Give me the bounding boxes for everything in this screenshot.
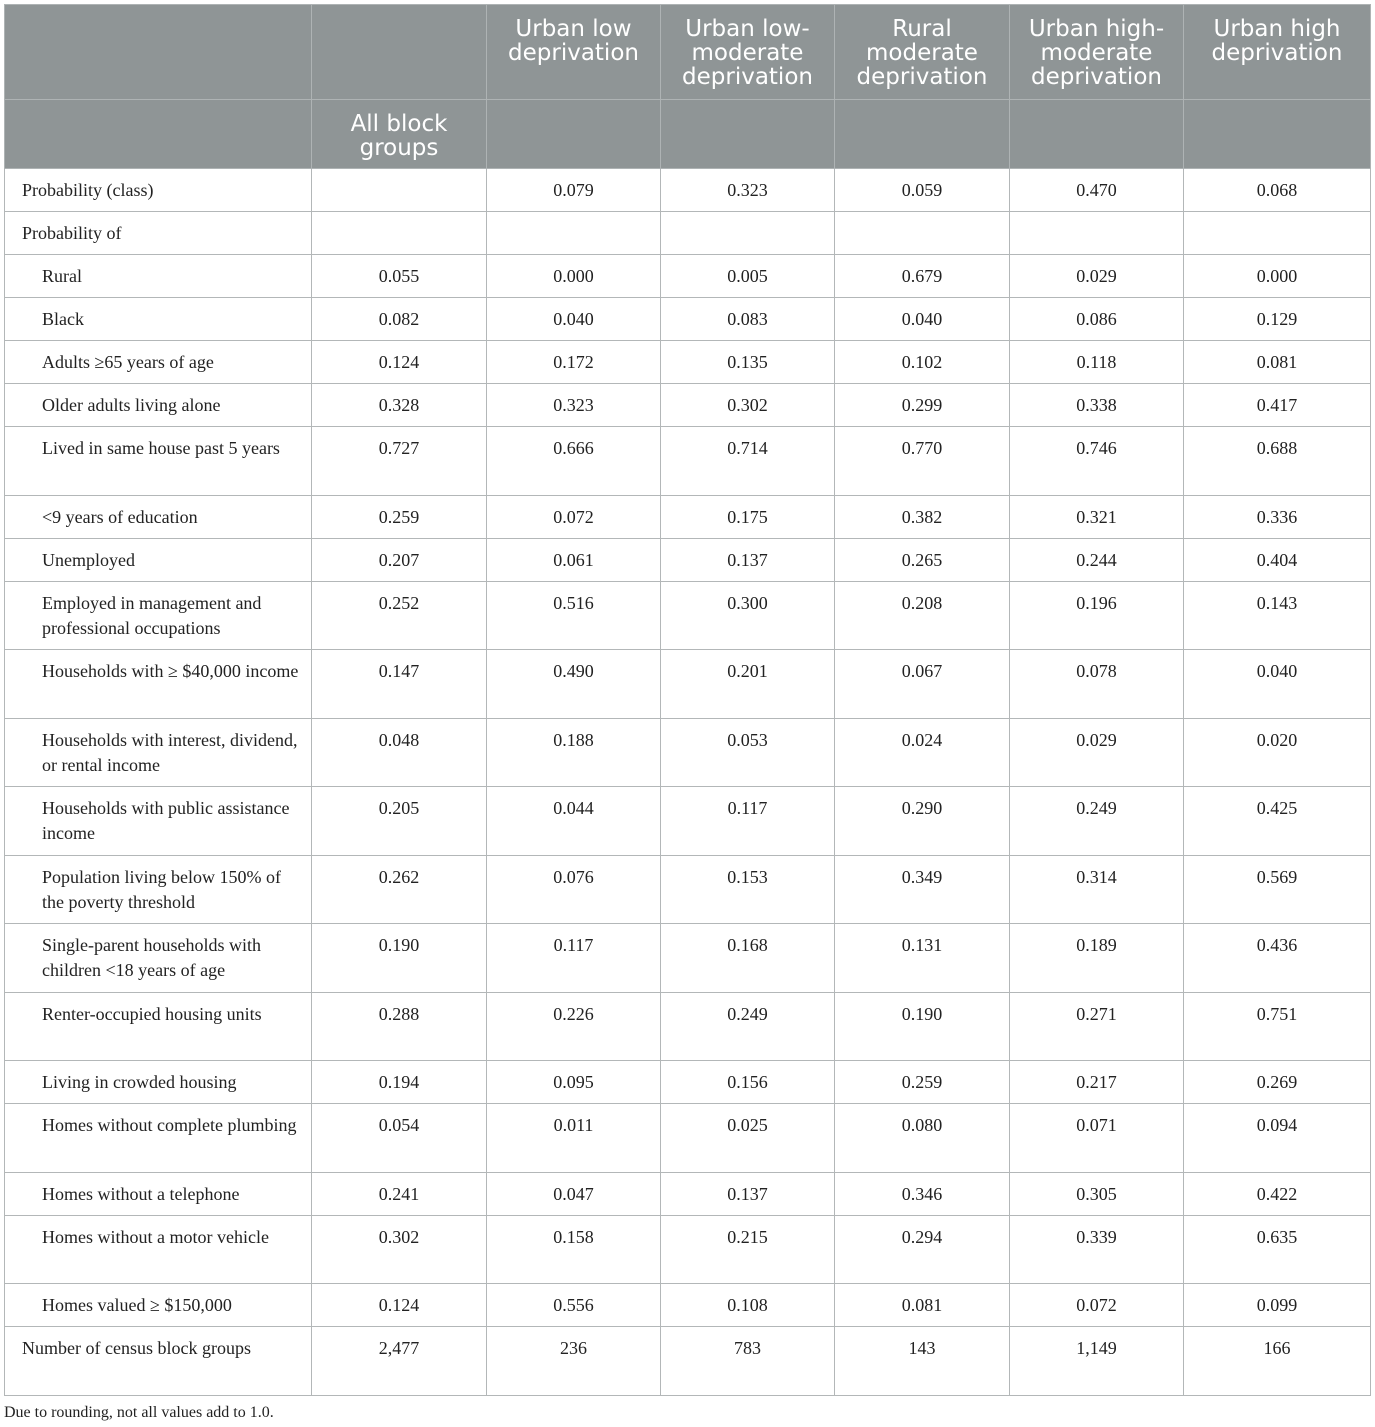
header-cell-all-block-groups: All block groups xyxy=(312,100,487,169)
table-cell: 0.188 xyxy=(487,718,661,787)
table-cell: 0.569 xyxy=(1184,855,1371,924)
table-cell: 0.490 xyxy=(487,650,661,719)
table-cell: 0.194 xyxy=(312,1061,487,1104)
table-cell: 0.005 xyxy=(661,255,835,298)
row-label: Black xyxy=(5,298,312,341)
table-cell: 0.000 xyxy=(1184,255,1371,298)
table-cell: 0.081 xyxy=(835,1284,1010,1327)
row-label: Homes without complete plumbing xyxy=(5,1104,312,1173)
table-row xyxy=(5,384,1371,427)
table-cell: 0.172 xyxy=(487,341,661,384)
table-cell: 0.470 xyxy=(1010,169,1184,212)
table-cell: 0.072 xyxy=(487,495,661,538)
table-cell: 0.382 xyxy=(835,495,1010,538)
row-label: Renter-occupied housing units xyxy=(5,992,312,1061)
table-cell xyxy=(312,212,487,255)
table-cell: 0.215 xyxy=(661,1215,835,1284)
table-row xyxy=(5,495,1371,538)
header-cell-urban-low: Urban low deprivation xyxy=(487,5,661,100)
table-cell xyxy=(487,212,661,255)
table-row xyxy=(5,1215,1371,1284)
table-cell: 0.417 xyxy=(1184,384,1371,427)
table-cell: 0.124 xyxy=(312,1284,487,1327)
table-cell: 0.302 xyxy=(661,384,835,427)
table-cell: 0.153 xyxy=(661,855,835,924)
table-cell: 0.336 xyxy=(1184,495,1371,538)
table-cell: 0.168 xyxy=(661,924,835,993)
table-cell: 0.241 xyxy=(312,1172,487,1215)
table-cell: 0.095 xyxy=(487,1061,661,1104)
table-cell: 0.259 xyxy=(835,1061,1010,1104)
table-cell: 0.436 xyxy=(1184,924,1371,993)
row-label: Number of census block groups xyxy=(5,1327,312,1396)
table-cell: 0.137 xyxy=(661,538,835,581)
table-cell: 0.249 xyxy=(661,992,835,1061)
table-row xyxy=(5,298,1371,341)
table-cell: 2,477 xyxy=(312,1327,487,1396)
table-cell: 0.422 xyxy=(1184,1172,1371,1215)
header-cell-label-2 xyxy=(5,100,312,169)
row-label: Probability (class) xyxy=(5,169,312,212)
table-cell: 236 xyxy=(487,1327,661,1396)
table-cell: 0.751 xyxy=(1184,992,1371,1061)
data-table xyxy=(4,4,1371,1396)
table-cell: 0.029 xyxy=(1010,718,1184,787)
row-label: Households with interest, dividend, or rental income xyxy=(5,718,312,787)
table-cell: 0.040 xyxy=(1184,650,1371,719)
row-label: <9 years of education xyxy=(5,495,312,538)
header-cell-empty-4 xyxy=(835,100,1010,169)
table-cell: 0.346 xyxy=(835,1172,1010,1215)
table-cell: 0.131 xyxy=(835,924,1010,993)
table-cell: 0.078 xyxy=(1010,650,1184,719)
table-cell: 0.059 xyxy=(835,169,1010,212)
table-cell: 0.635 xyxy=(1184,1215,1371,1284)
table-cell: 0.175 xyxy=(661,495,835,538)
table-cell: 0.300 xyxy=(661,581,835,650)
table-row xyxy=(5,169,1371,212)
table-cell: 0.086 xyxy=(1010,298,1184,341)
table-cell: 0.011 xyxy=(487,1104,661,1173)
row-label: Unemployed xyxy=(5,538,312,581)
table-cell: 0.143 xyxy=(1184,581,1371,650)
table-cell: 0.020 xyxy=(1184,718,1371,787)
table-cell: 0.302 xyxy=(312,1215,487,1284)
table-cell: 0.040 xyxy=(487,298,661,341)
table-cell: 0.068 xyxy=(1184,169,1371,212)
table-cell: 0.201 xyxy=(661,650,835,719)
table-cell: 0.727 xyxy=(312,427,487,496)
table-cell: 0.102 xyxy=(835,341,1010,384)
table-cell: 0.061 xyxy=(487,538,661,581)
table-cell: 0.117 xyxy=(487,924,661,993)
table-cell: 0.249 xyxy=(1010,787,1184,856)
table-row xyxy=(5,538,1371,581)
row-label: Homes without a motor vehicle xyxy=(5,1215,312,1284)
row-label: Probability of xyxy=(5,212,312,255)
table-cell: 0.288 xyxy=(312,992,487,1061)
table-cell: 0.666 xyxy=(487,427,661,496)
row-label: Households with public assistance income xyxy=(5,787,312,856)
table-cell: 783 xyxy=(661,1327,835,1396)
table-cell: 0.054 xyxy=(312,1104,487,1173)
table-cell: 0.338 xyxy=(1010,384,1184,427)
table-cell: 0.262 xyxy=(312,855,487,924)
table-cell xyxy=(661,212,835,255)
table-cell: 0.147 xyxy=(312,650,487,719)
table-cell: 0.323 xyxy=(661,169,835,212)
header-cell-all-top xyxy=(312,5,487,100)
table-cell: 0.099 xyxy=(1184,1284,1371,1327)
header-cell-empty-3 xyxy=(661,100,835,169)
row-label: Lived in same house past 5 years xyxy=(5,427,312,496)
table-cell: 0.048 xyxy=(312,718,487,787)
table-cell: 0.321 xyxy=(1010,495,1184,538)
table-cell: 0.081 xyxy=(1184,341,1371,384)
row-label: Employed in management and professional occupations xyxy=(5,581,312,650)
table-body xyxy=(5,169,1371,1396)
table-cell: 0.000 xyxy=(487,255,661,298)
table-cell: 0.040 xyxy=(835,298,1010,341)
header-cell-urban-high: Urban high deprivation xyxy=(1184,5,1371,100)
table-cell: 0.226 xyxy=(487,992,661,1061)
table-cell: 0.135 xyxy=(661,341,835,384)
table-cell: 0.079 xyxy=(487,169,661,212)
row-label: Living in crowded housing xyxy=(5,1061,312,1104)
table-row xyxy=(5,1172,1371,1215)
table-cell: 0.072 xyxy=(1010,1284,1184,1327)
table-cell: 0.024 xyxy=(835,718,1010,787)
table-row xyxy=(5,255,1371,298)
table-cell xyxy=(1010,212,1184,255)
row-label: Population living below 150% of the poverty threshold xyxy=(5,855,312,924)
row-label: Homes valued ≥ $150,000 xyxy=(5,1284,312,1327)
table-cell: 0.294 xyxy=(835,1215,1010,1284)
table-cell: 0.688 xyxy=(1184,427,1371,496)
table-cell: 0.190 xyxy=(835,992,1010,1061)
table-row xyxy=(5,650,1371,719)
table-row xyxy=(5,992,1371,1061)
row-label: Households with ≥ $40,000 income xyxy=(5,650,312,719)
table-cell: 0.305 xyxy=(1010,1172,1184,1215)
table-cell: 0.071 xyxy=(1010,1104,1184,1173)
table-cell: 0.205 xyxy=(312,787,487,856)
table-cell: 0.252 xyxy=(312,581,487,650)
table-cell: 0.290 xyxy=(835,787,1010,856)
header-row-top xyxy=(5,5,1371,100)
table-cell: 0.265 xyxy=(835,538,1010,581)
table-row xyxy=(5,1104,1371,1173)
table-cell: 0.129 xyxy=(1184,298,1371,341)
table-cell: 0.208 xyxy=(835,581,1010,650)
table-row xyxy=(5,787,1371,856)
table-cell: 0.055 xyxy=(312,255,487,298)
table-cell: 0.404 xyxy=(1184,538,1371,581)
table-row xyxy=(5,212,1371,255)
row-label: Older adults living alone xyxy=(5,384,312,427)
table-cell: 0.556 xyxy=(487,1284,661,1327)
table-cell: 0.156 xyxy=(661,1061,835,1104)
table-cell: 0.746 xyxy=(1010,427,1184,496)
header-cell-urban-high-moderate: Urban high-moderate deprivation xyxy=(1010,5,1184,100)
table-cell: 0.117 xyxy=(661,787,835,856)
header-row-bottom xyxy=(5,100,1371,169)
table-row xyxy=(5,1327,1371,1396)
table-cell: 0.189 xyxy=(1010,924,1184,993)
header-cell-urban-low-moderate: Urban low-moderate deprivation xyxy=(661,5,835,100)
table-cell: 0.770 xyxy=(835,427,1010,496)
table-row xyxy=(5,924,1371,993)
table-cell: 0.679 xyxy=(835,255,1010,298)
table-cell: 0.108 xyxy=(661,1284,835,1327)
table-cell: 0.516 xyxy=(487,581,661,650)
table-cell: 0.299 xyxy=(835,384,1010,427)
table-cell: 0.196 xyxy=(1010,581,1184,650)
table-cell xyxy=(1184,212,1371,255)
row-label: Adults ≥65 years of age xyxy=(5,341,312,384)
table-cell: 0.217 xyxy=(1010,1061,1184,1104)
table-cell: 0.053 xyxy=(661,718,835,787)
table-row xyxy=(5,581,1371,650)
table-row xyxy=(5,427,1371,496)
table-cell xyxy=(312,169,487,212)
table-cell: 0.339 xyxy=(1010,1215,1184,1284)
table-row xyxy=(5,1284,1371,1327)
table-header xyxy=(5,5,1371,169)
table-cell: 0.044 xyxy=(487,787,661,856)
header-cell-empty-2 xyxy=(487,100,661,169)
table-cell: 0.067 xyxy=(835,650,1010,719)
table-cell: 0.080 xyxy=(835,1104,1010,1173)
table-cell: 0.190 xyxy=(312,924,487,993)
table-cell: 0.314 xyxy=(1010,855,1184,924)
header-cell-label xyxy=(5,5,312,100)
header-cell-empty-6 xyxy=(1184,100,1371,169)
header-cell-empty-5 xyxy=(1010,100,1184,169)
table-cell: 0.328 xyxy=(312,384,487,427)
row-label: Homes without a telephone xyxy=(5,1172,312,1215)
row-label: Rural xyxy=(5,255,312,298)
table-cell: 166 xyxy=(1184,1327,1371,1396)
table-cell: 0.259 xyxy=(312,495,487,538)
table-cell: 0.269 xyxy=(1184,1061,1371,1104)
table-row xyxy=(5,1061,1371,1104)
table-cell: 0.082 xyxy=(312,298,487,341)
row-label: Single-parent households with children <18 years of age xyxy=(5,924,312,993)
table-cell: 0.094 xyxy=(1184,1104,1371,1173)
table-cell: 0.083 xyxy=(661,298,835,341)
table-cell: 0.323 xyxy=(487,384,661,427)
table-cell: 0.029 xyxy=(1010,255,1184,298)
table-cell: 0.244 xyxy=(1010,538,1184,581)
table-cell: 0.349 xyxy=(835,855,1010,924)
table-cell: 0.124 xyxy=(312,341,487,384)
table-cell: 0.025 xyxy=(661,1104,835,1173)
table-cell: 0.271 xyxy=(1010,992,1184,1061)
table-cell: 0.425 xyxy=(1184,787,1371,856)
table-row xyxy=(5,341,1371,384)
table-row xyxy=(5,855,1371,924)
table-row xyxy=(5,718,1371,787)
table-cell xyxy=(835,212,1010,255)
header-cell-rural-moderate: Rural moderate deprivation xyxy=(835,5,1010,100)
table-cell: 0.137 xyxy=(661,1172,835,1215)
table-cell: 0.714 xyxy=(661,427,835,496)
table-cell: 0.047 xyxy=(487,1172,661,1215)
table-cell: 0.118 xyxy=(1010,341,1184,384)
table-cell: 0.158 xyxy=(487,1215,661,1284)
table-cell: 1,149 xyxy=(1010,1327,1184,1396)
table-footnote: Due to rounding, not all values add to 1.0. xyxy=(4,1404,274,1421)
table-cell: 143 xyxy=(835,1327,1010,1396)
table-cell: 0.207 xyxy=(312,538,487,581)
table-cell: 0.076 xyxy=(487,855,661,924)
